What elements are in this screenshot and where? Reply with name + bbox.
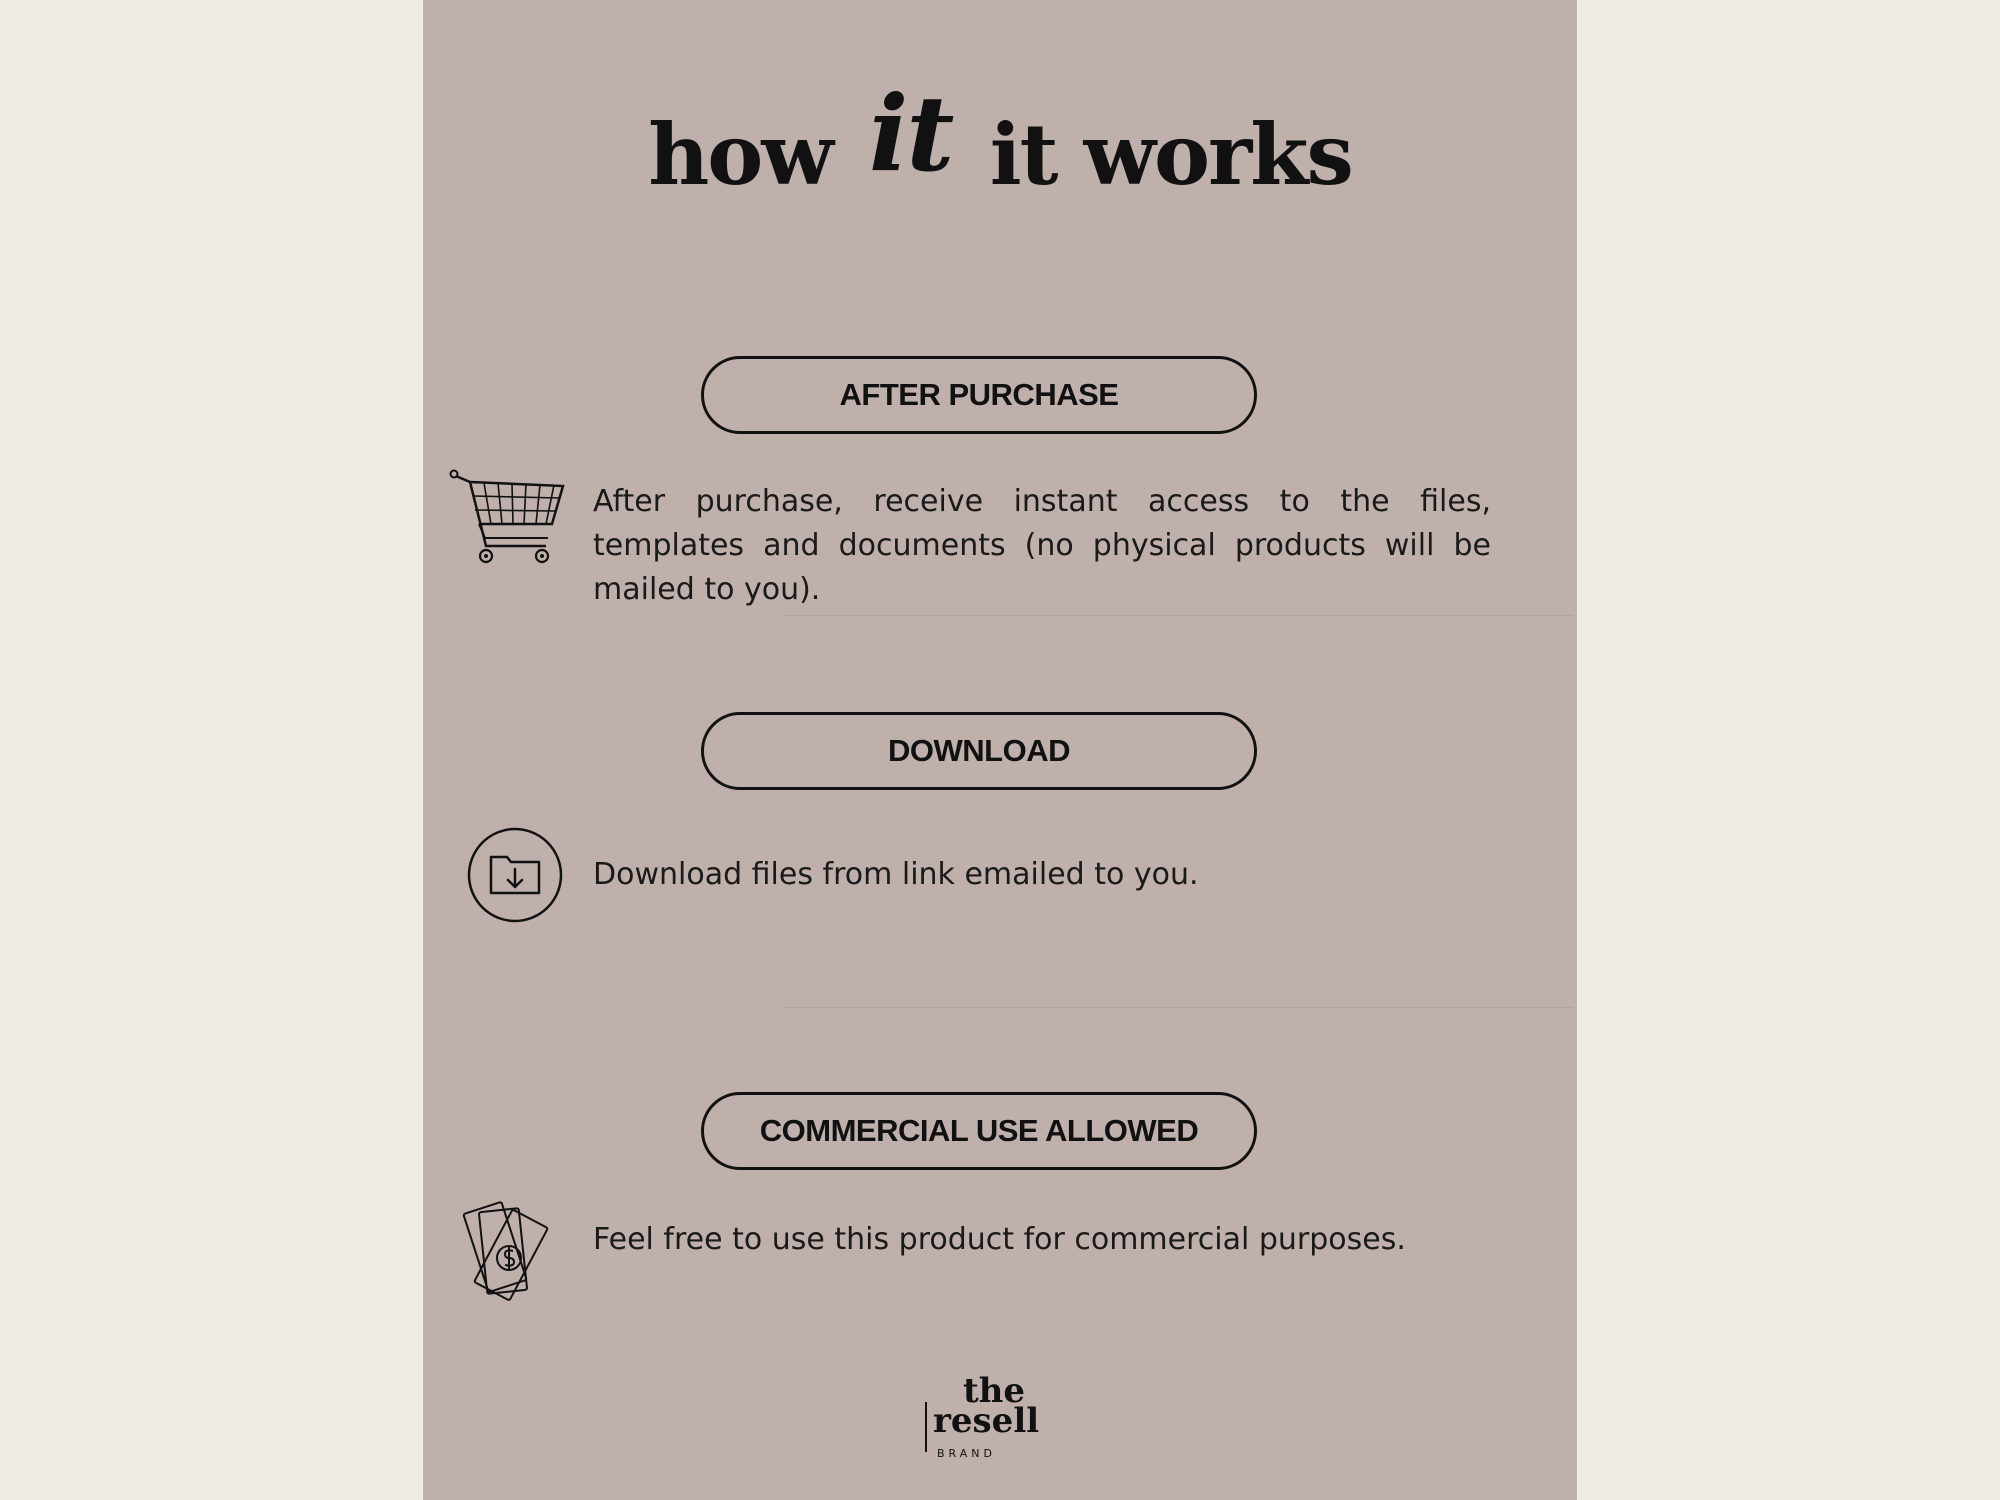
title-part-2: it works — [989, 105, 1352, 204]
commercial-use-text: Feel free to use this product for commercial purposes. — [593, 1222, 1406, 1257]
shopping-cart-icon — [448, 468, 568, 568]
logo-word-brand: BRAND — [937, 1447, 996, 1460]
logo-word-the: the — [962, 1371, 1025, 1411]
section-divider — [783, 1007, 1573, 1008]
download-text: Download files from link emailed to you. — [593, 857, 1199, 892]
title-part-1: how — [648, 105, 832, 204]
title-script: it — [868, 72, 953, 195]
after-purchase-text: After purchase, receive instant access to the files, templates and documents (no physical products will be mailed to you). — [593, 484, 1491, 607]
logo-divider — [925, 1402, 927, 1452]
after-purchase-heading: AFTER PURCHASE — [701, 356, 1257, 434]
money-icon — [461, 1196, 551, 1306]
commercial-use-heading: COMMERCIAL USE ALLOWED — [701, 1092, 1257, 1170]
page-title — [423, 72, 1577, 204]
download-folder-icon — [467, 827, 563, 923]
brand-logo — [925, 1371, 1065, 1464]
logo-word-resell: resell — [933, 1401, 1040, 1441]
download-heading: DOWNLOAD — [701, 712, 1257, 790]
section-divider — [783, 615, 1573, 616]
info-card — [423, 0, 1577, 1500]
